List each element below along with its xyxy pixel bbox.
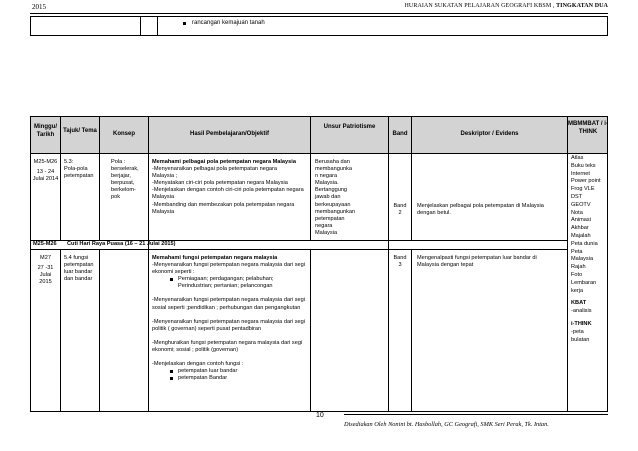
row1-band: Band 2 <box>393 203 407 217</box>
page-number: 10 <box>316 412 324 419</box>
list-item: rancangan kemajuan tanah <box>183 20 265 26</box>
list-item: petempatan luar bandar <box>152 368 310 375</box>
bullet-icon <box>170 278 173 281</box>
header-konsep: Konsep <box>112 131 135 137</box>
row2-tajuk: 5.4 fungsi petempatan luar bandar dan bandar <box>64 255 94 283</box>
header-deskriptor: Deskriptor / Evidens <box>460 131 519 137</box>
bullet-icon <box>170 370 173 373</box>
header-unsur: Unsur Patriotisme <box>323 124 376 130</box>
row1-minggu: M25-M26 13 - 24 Julai 2014 <box>32 159 59 183</box>
row2-hasil: Memahami fungsi petempatan negara malaysia -Menyenaraikan fungsi petempatan negara malaysia dari segi ekonomi seperti : Perniagaan; perdagangan; pelabuhan; Perindustrian; pertanian; pelancongan -Menyenaraikan fungsi petempatan negara malaysia dari segi sosial seperti ;pendidikan ; perhubungan dan pengangkutan -Menyenaraikan fungsi petempatan negara malaysia dari segi politik ( governan) seperti pusat pentadbiran -Menghuraikan fungsi petempatan negara malaysia dari segi ekonomi; sosial ; politik (governan) -Menjelaskan dengan contoh fungsi : petempatan luar bandar petempatan Bandar <box>152 255 310 382</box>
holiday-week: M25-M26 <box>33 241 57 247</box>
header-minggu: Minggu/ Tarikh <box>34 124 57 138</box>
footer-credit: Disediakan Oleh Nonini bt. Hasbollah, GC Geografi, SMK Seri Perak, Tk. Intan. <box>344 421 549 428</box>
holiday-text: Cuti Hari Raya Puasa (16 – 21 Julai 2015) <box>67 241 176 247</box>
header-tajuk: Tajuk/ Tema <box>63 128 97 134</box>
list-item: petempatan Bandar <box>152 375 310 382</box>
header-title-bold: TINGKATAN DUA <box>556 3 608 9</box>
row1-unsur: Berusaha dan membangunka n negara Malaysia. Bertanggung jawab dan berkeupayaan membangunkan petempatan negara Malaysia <box>315 159 356 236</box>
header-mbmm: MBMMBAT / i-THINK <box>568 121 608 135</box>
list-item: Perniagaan; perdagangan; pelabuhan; <box>152 276 310 283</box>
header-band: Band <box>392 131 408 137</box>
row1-tajuk: 5.3: Pola-pola petempatan <box>64 159 94 180</box>
row1-konsep: Pola : berselerak, berjajar, berpusat, berkelom- pok <box>111 159 139 201</box>
bullet-icon <box>170 377 173 380</box>
header-rule <box>30 13 608 14</box>
lesson-plan-table <box>30 116 608 412</box>
row2-deskriptor: Mengenalpasti fungsi petempatan luar bandar di Malaysia dengan tepat <box>417 255 537 269</box>
header-title <box>405 3 609 9</box>
bullet-icon <box>183 22 186 25</box>
continuation-table <box>30 16 608 36</box>
row2-band: Band 3 <box>393 255 407 269</box>
row2-minggu: M27 27 -31 Julai 2015 <box>37 255 54 286</box>
footer-rule <box>344 414 608 415</box>
row1-deskriptor: Menjelaskan pelbagai pola petempatan di Malaysia dengan betul. <box>417 203 544 217</box>
mbmm-list: Atlas Buku teks Internet Power point Frog VLE DST GEOTV Nota Animasi Akhbar Majalah Peta dunia Peta Malaysia Rajah Foto Lembaran kerja KBAT -analisis i-THINK -peta bulatan <box>571 155 601 343</box>
header-title-plain: HURAIAN SUKATAN PELAJARAN GEOGRAFI KBSM , <box>404 3 555 9</box>
header-hasil: Hasil Pembelajaran/Objektif <box>189 131 270 137</box>
row1-hasil: Memahami pelbagai pola petempatan negara Malaysia -Menyenaraikan pelbagai pola petempatan negara Malaysia ; -Menyatakan ciri-ciri pola petempatan negara Malaysia -Menjelaskan dengan contoh ciri-ciri pola petempatan negara Malaysia -Membanding dan membezakan pola petempatan negara Malaysia <box>152 159 304 215</box>
header-year: 2015 <box>32 3 46 11</box>
